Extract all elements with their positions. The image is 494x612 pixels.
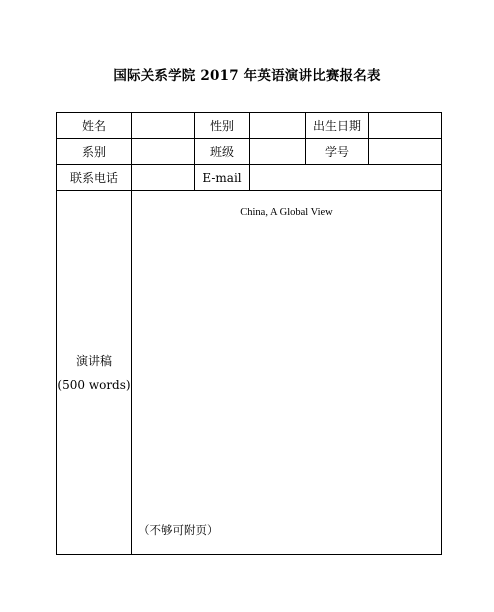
attach-page-note: （不够可附页） — [138, 523, 219, 537]
birth-date-label: 出生日期 — [306, 113, 369, 139]
speech-row — [57, 191, 442, 555]
student-id-field[interactable] — [369, 139, 442, 165]
form-title: 国际关系学院 2017 年英语演讲比赛报名表 — [113, 68, 381, 84]
form-row-3 — [57, 165, 442, 191]
department-label: 系别 — [57, 139, 132, 165]
gender-field[interactable] — [250, 113, 306, 139]
birth-date-field[interactable] — [369, 113, 442, 139]
class-field[interactable] — [250, 139, 306, 165]
speech-label: 演讲稿 — [75, 353, 112, 368]
student-id-label: 学号 — [306, 139, 369, 165]
registration-form-table — [56, 112, 442, 555]
department-field[interactable] — [132, 139, 195, 165]
speech-text-area[interactable] — [132, 191, 442, 555]
word-limit-label: (500 words) — [57, 377, 131, 392]
email-field[interactable] — [250, 165, 442, 191]
form-row-2 — [57, 139, 442, 165]
essay-title: China, A Global View — [240, 207, 333, 218]
speech-label-cell — [57, 191, 132, 555]
class-label: 班级 — [195, 139, 250, 165]
name-label: 姓名 — [57, 113, 132, 139]
email-label: E-mail — [195, 165, 250, 191]
phone-label: 联系电话 — [57, 165, 132, 191]
form-row-1 — [57, 113, 442, 139]
gender-label: 性别 — [195, 113, 250, 139]
phone-field[interactable] — [132, 165, 195, 191]
name-field[interactable] — [132, 113, 195, 139]
